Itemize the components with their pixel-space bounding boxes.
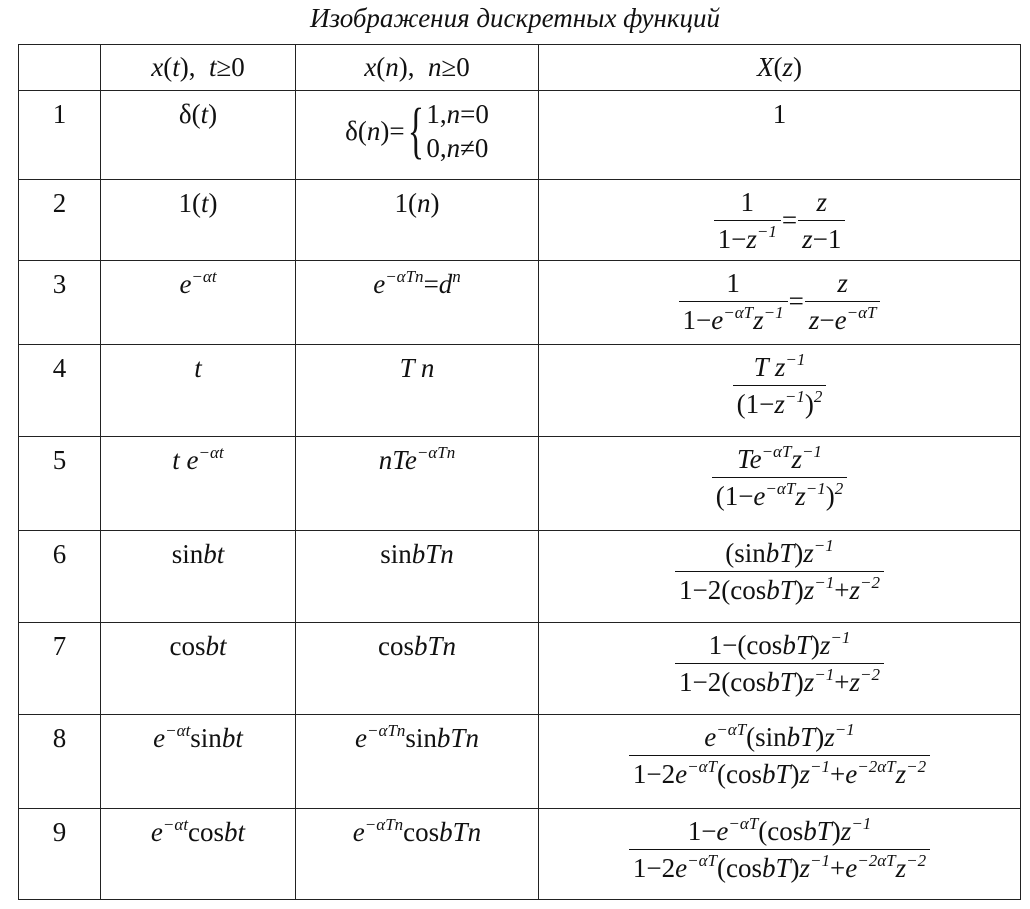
row-number: 1 [19,91,101,180]
table-row [19,437,1021,531]
cell-xt: t [101,345,296,437]
row-number: 7 [19,623,101,715]
cell-xn: sinbTn [296,531,539,623]
cell-xz: $\frac{Te^{-\alpha T}z^{-1}}{(1-e^{-\alpha T}z^{-1})^2}$ [539,437,1021,531]
header-index [19,45,101,91]
cell-xn: $e^{-\alpha Tn}sinbTn$ [296,715,539,809]
cell-xn: $e^{-\alpha Tn}cosbTn$ [296,809,539,900]
table-row [19,180,1021,261]
table-header-row [19,45,1021,91]
cell-xt: t $e^{-\alpha t}$ [101,437,296,531]
cell-xz: $\frac{(sinbT)z^{-1}}{1-2(cosbT)z^{-1}+z^{-2}}$ [539,531,1021,623]
cell-xt: sinbt [101,531,296,623]
cell-xn: 1(n) [296,180,539,261]
cell-xz: $\frac{1-(cosbT)z^{-1}}{1-2(cosbT)z^{-1}+z^{-2}}$ [539,623,1021,715]
cell-xn: $e^{-\alpha Tn}=d^n$ [296,261,539,345]
header-xz: X(z) [539,45,1021,91]
cell-xn: T n [296,345,539,437]
table-row [19,715,1021,809]
transform-table [18,44,1021,900]
cell-xt: δ(t) [101,91,296,180]
table-row [19,91,1021,180]
cell-xz: $\frac{e^{-\alpha T}(sinbT)z^{-1}}{1-2e^{-\alpha T}(cosbT)z^{-1}+e^{-2\alpha T}z^{-2}}$ [539,715,1021,809]
cell-xt: $e^{-\alpha t}$ [101,261,296,345]
table-row [19,531,1021,623]
row-number: 8 [19,715,101,809]
cell-xt: 1(t) [101,180,296,261]
cell-xz: 1 [539,91,1021,180]
cell-xn: nTe$^{-\alpha Tn}$ [296,437,539,531]
header-xt: x(t), t≥0 [101,45,296,91]
table-row [19,261,1021,345]
table-title: Изображения дискретных функций [310,3,720,33]
cell-xn: cosbTn [296,623,539,715]
header-xn: x(n), n≥0 [296,45,539,91]
cell-xt: $e^{-\alpha t}sinbt$ [101,715,296,809]
row-number: 5 [19,437,101,531]
cell-xz: $\frac{1-e^{-\alpha T}(cosbT)z^{-1}}{1-2e^{-\alpha T}(cosbT)z^{-1}+e^{-2\alpha T}z^{-2}}$ [539,809,1021,900]
cell-xn: δ( n )= { 1,n=0 0,n≠0 [296,91,539,180]
row-number: 3 [19,261,101,345]
cell-xz: $\frac{1}{1-e^{-\alpha T}z^{-1}}$ = $\frac{z}{z-e^{-\alpha T}}$ [539,261,1021,345]
row-number: 2 [19,180,101,261]
table-row [19,623,1021,715]
table-row [19,809,1021,900]
table-row [19,345,1021,437]
row-number: 4 [19,345,101,437]
row-number: 6 [19,531,101,623]
row-number: 9 [19,809,101,900]
cell-xz: $\frac{T z^{-1}}{(1-z^{-1})^2}$ [539,345,1021,437]
cell-xz: $\frac{1}{1-z^{-1}}$ = $\frac{z}{z-1}$ [539,180,1021,261]
cell-xt: $e^{-\alpha t}cosbt$ [101,809,296,900]
cell-xt: cosbt [101,623,296,715]
